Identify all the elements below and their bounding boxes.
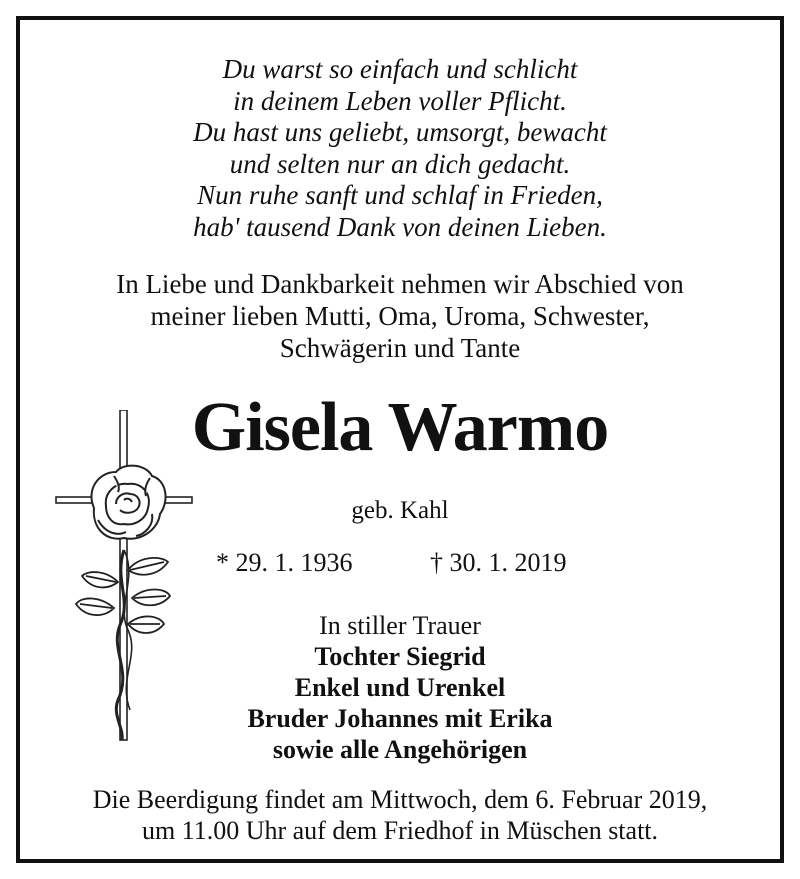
funeral-line: um 11.00 Uhr auf dem Friedhof in Müschen statt.	[141, 816, 659, 845]
farewell-intro	[20, 268, 780, 364]
mourner-name: sowie alle Angehörigen	[272, 735, 528, 764]
birth-name: geb. Kahl	[351, 497, 449, 524]
obituary-frame	[16, 16, 784, 863]
poem-line: Du warst so einfach und schlicht	[222, 54, 578, 84]
funeral-line: Die Beerdigung findet am Mittwoch, dem 6. Februar 2019,	[92, 785, 708, 814]
intro-line: In Liebe und Dankbarkeit nehmen wir Abschied von	[116, 269, 684, 299]
poem-line: hab' tausend Dank von deinen Lieben.	[193, 211, 607, 242]
poem-line: in deinem Leben voller Pflicht.	[233, 85, 567, 116]
poem-line: und selten nur an dich gedacht.	[229, 148, 571, 179]
intro-line: meiner lieben Mutti, Oma, Uroma, Schwester,	[150, 301, 650, 331]
mourner-name: Bruder Johannes mit Erika	[247, 704, 553, 733]
mourner-name: Tochter Siegrid	[314, 642, 486, 671]
mourners	[20, 610, 780, 765]
poem	[20, 54, 780, 243]
funeral-notice	[20, 784, 780, 846]
mourners-intro: In stiller Trauer	[319, 611, 481, 640]
death-date: † 30. 1. 2019	[430, 548, 567, 577]
birth-date: * 29. 1. 1936	[216, 548, 353, 577]
poem-line: Nun ruhe sanft und schlaf in Frieden,	[197, 180, 603, 210]
intro-line: Schwägerin und Tante	[279, 333, 521, 363]
deceased-name: Gisela Warmo	[191, 389, 609, 466]
mourner-name: Enkel und Urenkel	[294, 673, 506, 702]
poem-line: Du hast uns geliebt, umsorgt, bewacht	[193, 117, 607, 147]
